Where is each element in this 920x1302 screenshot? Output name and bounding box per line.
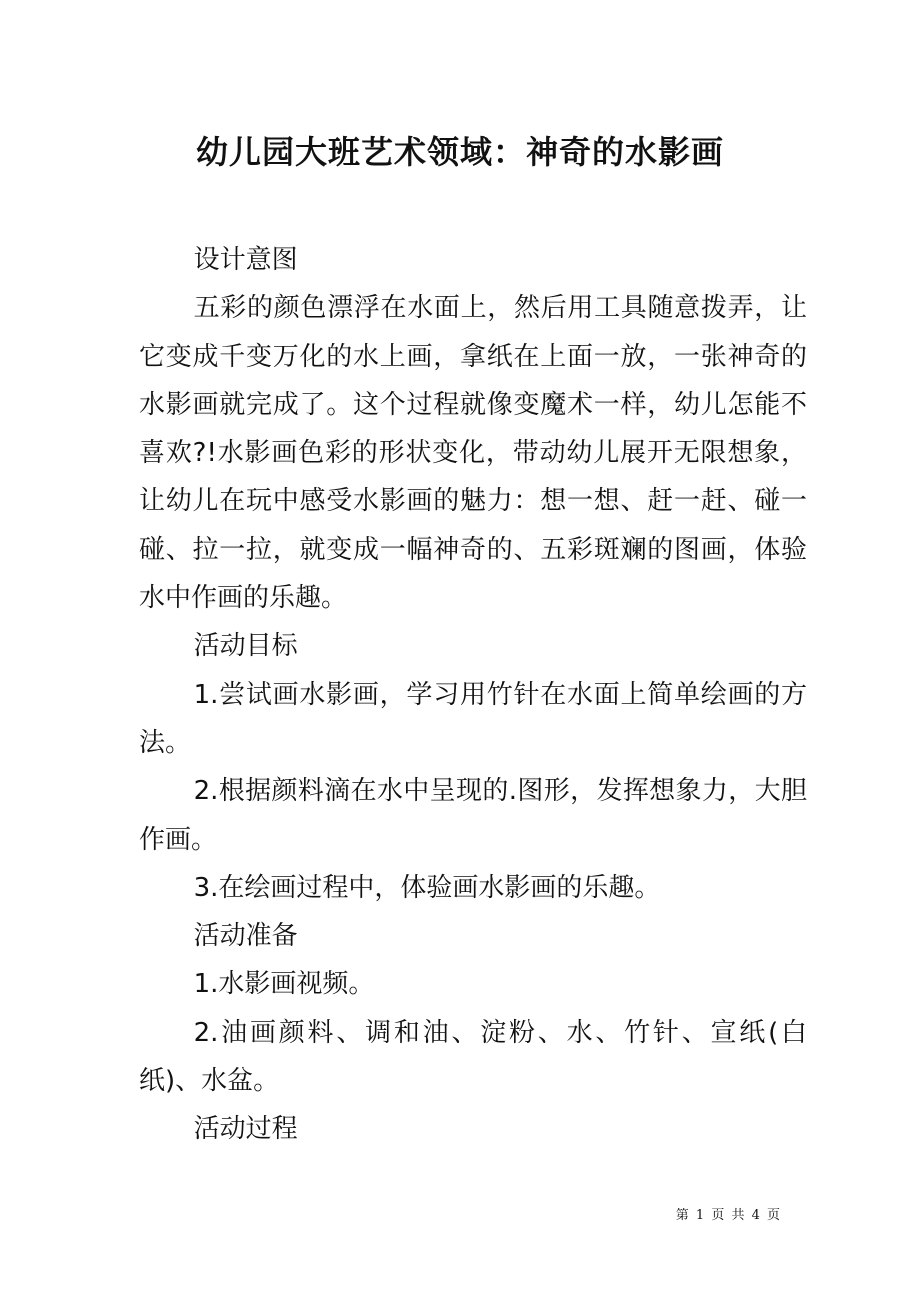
paragraph-design-intent: 五彩的颜色漂浮在水面上，然后用工具随意拨弄，让它变成千变万化的水上画，拿纸在上面一放，一张神奇的水影画就完成了。这个过程就像变魔术一样，幼儿怎能不喜欢?!水影画色彩的形状变化，带动幼儿展开无限想象，让幼儿在玩中感受水影画的魅力：想一想、赶一赶、碰一碰、拉一拉，就变成一幅神奇的、五彩斑斓的图画，体验水中作画的乐趣。 [139, 293, 807, 614]
page-number-footer: 第 1 页 共 4 页 [675, 1208, 780, 1223]
objective-item-2: 2.根据颜料滴在水中呈现的.图形，发挥想象力，大胆作画。 [139, 776, 807, 855]
section-heading-process: 活动过程 [193, 1114, 298, 1145]
preparation-item-2: 2.油画颜料、调和油、淀粉、水、竹针、宣纸(白纸)、水盆。 [139, 1017, 807, 1097]
section-heading-preparation: 活动准备 [193, 921, 298, 952]
section-heading-objectives: 活动目标 [193, 631, 298, 662]
document-title: 幼儿园大班艺术领域：神奇的水影画 [195, 133, 724, 171]
document-body [139, 236, 807, 1154]
objective-item-1: 1.尝试画水影画，学习用竹针在水面上简单绘画的方法。 [139, 679, 807, 758]
preparation-item-1: 1.水影画视频。 [193, 969, 375, 1000]
section-heading-design-intent: 设计意图 [193, 245, 298, 275]
objective-item-3: 3.在绘画过程中，体验画水影画的乐趣。 [193, 872, 661, 903]
